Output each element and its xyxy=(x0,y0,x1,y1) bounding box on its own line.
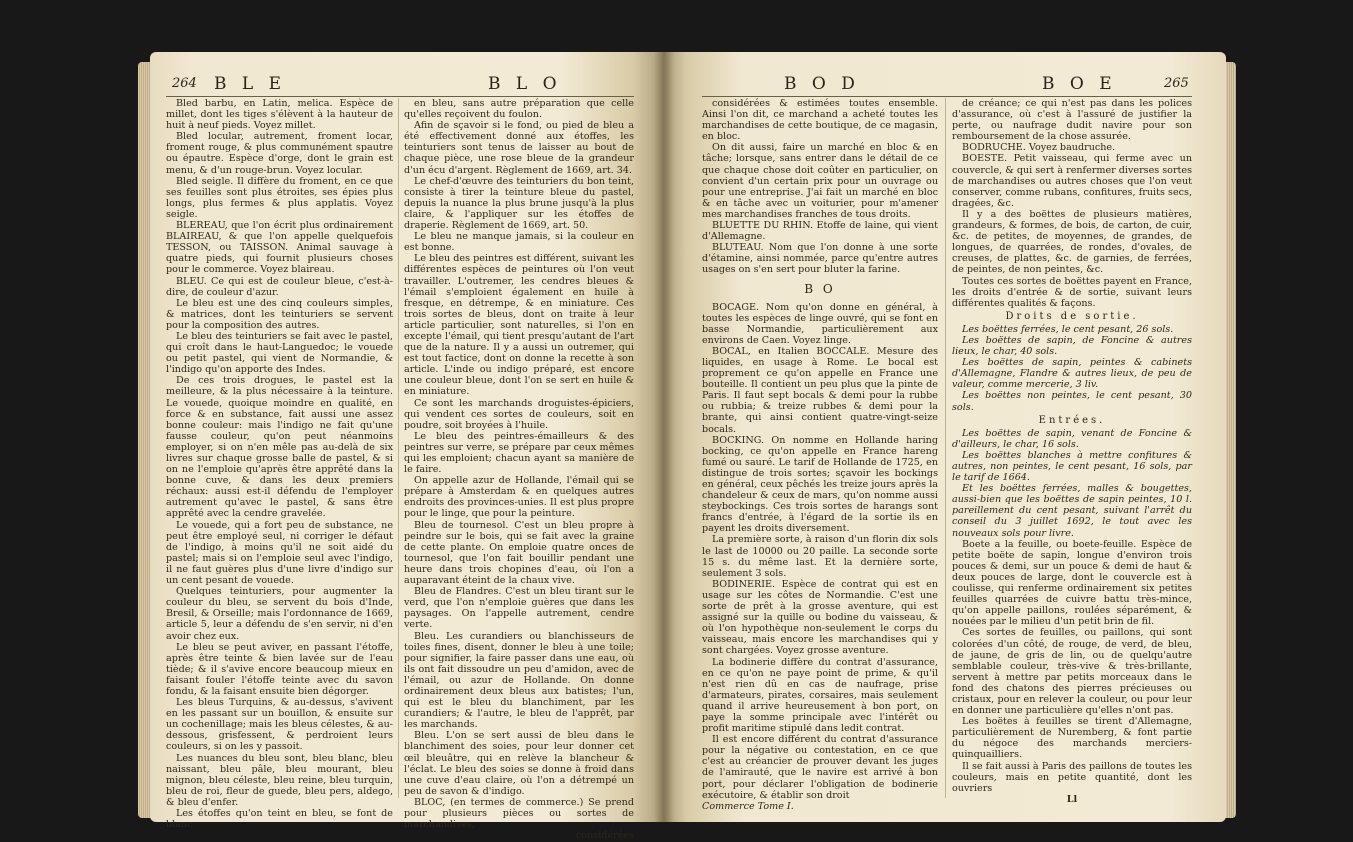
paragraph: Quelques teinturiers, pour augmenter la couleur du bleu, se servent du bois d'Inde, Bresil, & Orseille; mais l'ordonnance de 1669, article 5, leur a défendu de s'en servir, ni d'en avoir chez eux. xyxy=(166,586,393,642)
paragraph: Toutes ces sortes de boëttes payent en France, les droits d'entrée & de sortie, suivant leurs différentes qualités & façons. xyxy=(952,275,1192,309)
paragraph: Le bleu est une des cinq couleurs simples, & matrices, dont les teinturiers se servent pour la composition des autres. xyxy=(166,297,393,331)
paragraph: Le bleu des peintres-émailleurs & des peintres sur verre, se prépare par ceux mêmes qui les emploient; chacun ayant sa manière de le faire. xyxy=(404,430,634,476)
catch-word-right: Ll xyxy=(1066,793,1078,805)
paragraph: De ces trois drogues, le pastel est la meilleure, & la plus nécessaire à la teinture. Le vouede, quoique moindre en qualité, en force & en substance, fait aussi une assez bonne couleur: mais l'indigo ne fait qu'une fausse couleur, qu'on peut néanmoins employer, si on n'en mêle pas au-delà de six livres sur chaque grosse balle de pastel, & si on ne l'emploie qu'après être apprêté dans la bonne cuve, & dans les deux premiers réchaux: aussi est-il défendu de l'employer autrement qu'avec le pastel, & sans être apprêté avec la cendre gravelée. xyxy=(166,375,393,520)
paragraph: Bled locular, autrement, froment locar, froment rouge, & plus communément spautre ou épautre. Espèce d'orge, dont le grain est menu, & d'un rouge-brun. Voyez locular. xyxy=(166,131,393,176)
list-item: Les boëttes non peintes, le cent pesant, 30 sols. xyxy=(952,390,1192,413)
paragraph: Le bleu des teinturiers se fait avec le pastel, qui croît dans le haut-Languedoc; le vouede ou petit pastel, qui vient de Normandie, & l'indigo qu'on apporte des Indes. xyxy=(166,330,393,376)
left-page-column-2 xyxy=(404,98,634,841)
paragraph: BLUTEAU. Nom que l'on donne à une sorte d'étamine, ainsi nommée, parce qu'entre autres usages on s'en sert pour bluter la farine. xyxy=(702,242,938,276)
column-divider-right xyxy=(945,98,946,798)
paragraph: Ces sortes de feuilles, ou paillons, qui sont colorées d'un côté, de rouge, de verd, de bleu, de jaune, de gris de lin, ou de quelqu'autre semblable couleur, très-vive & très-brillante, servent à mettre par petits morceaux dans le fond des chatons des pierres précieuses ou cristaux, pour en relever la couleur, ou pour leur en donner une particulière qu'elles n'ont pas. xyxy=(952,627,1192,717)
subheading-entrees: Entrées. xyxy=(1038,414,1106,426)
paragraph: BLUETTE DU RHIN. Etoffe de laine, qui vient d'Allemagne. xyxy=(702,220,938,243)
paragraph: de créance; ce qui n'est pas dans les polices d'assurance, où c'est à l'assuré de justifier la perte, ou naufrage dudit navire pour son remboursement de la chose assurée. xyxy=(952,98,1192,143)
paragraph: en bleu, sans autre préparation que celle qu'elles reçoivent du foulon. xyxy=(404,98,634,121)
signature-mark: Commerce Tome I. xyxy=(702,800,794,812)
paragraph: On appelle azur de Hollande, l'émail qui se prépare à Amsterdam & en quelques autres endroits des provinces-unies. Il est plus propre pour le linge, que pour la peinture. xyxy=(404,475,634,520)
paragraph: BODRUCHE. Voyez baudruche. xyxy=(962,142,1116,154)
paragraph: Les étoffes qu'on teint en bleu, se font de blanc xyxy=(166,808,393,831)
right-page xyxy=(664,52,1226,822)
paragraph: BOESTE. Petit vaisseau, qui ferme avec un couvercle, & qui sert à renfermer diverses sortes de marchandises ou autres choses que l'on veut conserver, comme rubans, confitures, fruits secs, dragées, &c. xyxy=(952,153,1192,209)
paragraph: Boete a la feuille, ou boete-feuille. Espèce de petite boëte de sapin, longue d'environ trois pouces & demi, sur un pouce & demi de haut & deux pouces de large, dont le couvercle est à coulisse, qui renferme ordinairement six petites feuilles quarrées de cuivre battu très-mince, qu'on appelle paillons, roulées séparément, & nouées par le milieu d'un petit brin de fil. xyxy=(952,538,1192,628)
paragraph: BODINERIE. Espèce de contrat qui est en usage sur les côtes de Normandie. C'est une sorte de prêt à la grosse aventure, qui est assigné sur la quille ou bodine du vaisseau, & où l'on hypothèque non-seulement le corps du vaisseau, mais encore les marchandises qui y sont chargées. Voyez grosse aventure. xyxy=(702,578,938,657)
paragraph: BOCAGE. Nom qu'on donne en général, à toutes les espèces de linge ouvré, qui se font en basse Normandie, particulièrement aux environs de Caen. Voyez linge. xyxy=(702,301,938,346)
paragraph: Le bleu se peut aviver, en passant l'étoffe, après être teinte & bien lavée sur de l'eau tiède; & il s'avive encore beaucoup mieux en faisant fouler l'étoffe teinte avec du savon fondu, & la faisant ensuite bien dégorger. xyxy=(166,641,393,697)
paragraph: Il y a des boëttes de plusieurs matières, grandeurs, & formes, de bois, de carton, de cuir, &c. de petites, de moyennes, de grandes, de longues, de quarrées, de rondes, d'ovales, de creuses, de plattes, &c. de garnies, de ferrées, de peintes, de non peintes, &c. xyxy=(952,208,1192,276)
right-page-column-2 xyxy=(952,98,1192,805)
list-item: Les boëttes ferrées, le cent pesant, 26 sols. xyxy=(962,323,1174,335)
paragraph: Le chef-d'œuvre des teinturiers du bon teint, consiste à tirer la teinture bleue du pastel, depuis la nuance la plus brune jusqu'à la plus claire, & l'appliquer sur les étoffes de draperie. Règlement de 1669, art. 50. xyxy=(404,175,634,232)
paragraph: Bleu. Les curandiers ou blanchisseurs de toiles fines, disent, donner le bleu à une toile; pour signifier, la faire passer dans une eau, où ils ont fait dissoudre un peu d'amidon, avec de l'émail, ou azur de Hollande. On donne ordinairement deux bleus aux batistes; l'un, qui est le bleu du blanchiment, par les curandiers; & l'autre, le bleu de l'apprêt, par les marchands. xyxy=(404,630,634,731)
list-item: Et les boëttes ferrées, malles & bougettes, aussi-bien que les boëttes de sapin peintes, 10 l. pareillement du cent pesant, suivant l'arrêt du conseil du 3 juillet 1692, le tout avec les nouveaux sols pour livre. xyxy=(952,483,1192,539)
paragraph: Bled seigle. Il diffère du froment, en ce que ses feuilles sont plus étroites, ses épies plus longs, plus fermes & plus applatis. Voyez seigle. xyxy=(166,175,393,220)
left-page-column-1 xyxy=(166,98,393,830)
paragraph: Il est encore différent du contrat d'assurance pour la négative ou contestation, en ce que c'est au créancier de prouver devant les juges de l'amirauté, que le navire est arrivé à bon port, pour déclarer l'obligation de bodinerie exécutoire, & établir son droit xyxy=(702,734,938,801)
paragraph: Bleu de tournesol. C'est un bleu propre à peindre sur le bois, qui se fait avec la graine de cette plante. On emploie quatre onces de tournesol, que l'on fait bouillir pendant une heure dans trois chopines d'eau, où l'on a auparavant éteint de la chaux vive. xyxy=(404,519,634,587)
paragraph: Bleu de Flandres. C'est un bleu tirant sur le verd, que l'on n'emploie guères que dans les paysages. On l'appelle autrement, cendre verte. xyxy=(404,586,634,631)
paragraph: Le vouede, qui a fort peu de substance, ne peut être employé seul, ni corriger le défaut de l'indigo, à moins qu'il ne soit aidé du pastel; mais si on l'emploie seul avec l'indigo, il ne faut guères plus d'une livre d'indigo sur un cent pesant de vouede. xyxy=(166,519,393,587)
running-head-right-col1: B O D xyxy=(784,74,860,94)
running-head-right-col2: B O E xyxy=(1042,74,1117,94)
catch-word-left: considérées xyxy=(575,830,634,842)
paragraph: La bodinerie diffère du contrat d'assurance, en ce qu'on ne paye point de prime, & qu'il n'est rien dû en cas de naufrage, prise d'armateurs, pirates, corsaires, mais seulement quand il arrive heureusement à bon port, on paye la somme principale avec l'intérêt ou profit maritime stipulé dans ledit contrat. xyxy=(702,656,938,735)
paragraph: BLEU. Ce qui est de couleur bleue, c'est-à-dire, de couleur d'azur. xyxy=(166,275,393,298)
page-number-left: 264 xyxy=(172,76,197,91)
paragraph: Le bleu ne manque jamais, si la couleur en est bonne. xyxy=(404,231,634,254)
subheading-droits-de-sortie: Droits de sortie. xyxy=(1005,310,1139,322)
paragraph: Le bleu des peintres est différent, suivant les différentes espèces de peintures où l'on veut travailler. L'outremer, les cendres bleues & l'émail s'emploient également en huile à fresque, en détrempe, & en miniature. Ces trois sortes de bleus, dont on traite à leur article particulier, sont naturelles, si l'on en excepte l'émail, qui tient presqu'autant de l'art que de la nature. Il y a aussi un outremer, qui est tout factice, dont on donne la recette à son article. L'inde ou indigo préparé, est encore une couleur bleue, dont l'on se sert en huile & en miniature. xyxy=(404,253,634,398)
list-item: Les boëttes de sapin, de Foncine & autres lieux, le char, 40 sols. xyxy=(952,334,1192,358)
page-number-right: 265 xyxy=(1164,76,1189,91)
right-page-column-1 xyxy=(702,98,938,812)
paragraph: BOCKING. On nomme en Hollande haring bocking, ce qu'on appelle en France hareng fumé ou sauré. Le tarif de Hollande de 1725, en distingue de trois sortes; sçavoir les bockings en général, ceux pêchés les treize jours après la chandeleur & ceux de mars, qu'on nomme aussi steybockings. Ces trois sortes de harangs sont francs d'entrée, à l'égard de la sortie ils en payent les droits diversement. xyxy=(702,434,938,535)
paragraph: considérées & estimées toutes ensemble. Ainsi l'on dit, ce marchand a acheté toutes les marchandises de cette boutique, de ce magasin, en bloc. xyxy=(702,98,938,143)
paragraph: On dit aussi, faire un marché en bloc & en tâche; lorsque, sans entrer dans le détail de ce que chaque chose doit coûter en particulier, on convient d'un certain prix pour un ouvrage ou pour une entreprise. J'ai fait un marché en bloc & en tâche avec un voiturier, pour m'amener mes marchandises franches de tous droits. xyxy=(702,142,938,220)
list-item: Les boëttes de sapin, peintes & cabinets d'Allemagne, Flandre & autres lieux, de peu de valeur, comme mercerie, 3 liv. xyxy=(952,357,1192,391)
paragraph: Les nuances du bleu sont, bleu blanc, bleu naissant, bleu pâle, bleu mourant, bleu mignon, bleu céleste, bleu reine, bleu turquin, bleu de roi, fleur de guede, bleu pers, aldego, & bleu d'enfer. xyxy=(166,752,393,808)
paragraph: Les bleus Turquins, & au-dessus, s'avivent en les passant sur un bouillon, & ensuite sur un cochenillage; mais les bleus célestes, & au-dessous, grisfessent, & perdroient leurs couleurs, si on les y passoit. xyxy=(166,697,393,753)
list-item: Les boëttes blanches à mettre confitures & autres, non peintes, le cent pesant, 16 sols, par le tarif de 1664. xyxy=(952,449,1192,484)
left-page xyxy=(150,52,664,842)
list-item: Les boëttes de sapin, venant de Foncine & d'ailleurs, le char, 16 sols. xyxy=(952,427,1192,450)
paragraph: La première sorte, à raison d'un florin dix sols le last de 10000 ou 20 paille. La seconde sorte 15 s. du même last. Et la dernière sorte, seulement 3 sols. xyxy=(702,534,938,579)
paragraph: BLOC, (en termes de commerce.) Se prend pour plusieurs pièces ou sortes de marchandises, xyxy=(404,796,634,831)
paragraph: BLEREAU, que l'on écrit plus ordinairement BLAIREAU, & que l'on appelle quelquefois TESSON, ou TAISSON. Animal sauvage à quatre pieds, qui fournit plusieurs choses pour le commerce. Voyez blaireau. xyxy=(166,220,393,276)
running-head-left-col1: B L E xyxy=(214,74,286,94)
paragraph: BOCAL, en Italien BOCCALE. Mesure des liquides, en usage à Rome. Le bocal est proprement ce qu'on appelle en France une bouteille. Il contient un peu plus que la pinte de Paris. Il faut sept bocals & demi pour la rubbe ou rubbia; & treize rubbes & demi pour la brante, qui ainsi contient quatre-vingt-seize bocals. xyxy=(702,345,938,435)
header-rule-left xyxy=(166,96,634,97)
paragraph: Ce sont les marchands droguistes-épiciers, qui vendent ces sortes de couleurs, soit en poudre, soit broyées à l'huile. xyxy=(404,397,634,431)
paragraph: Afin de sçavoir si le fond, ou pied de bleu a été effectivement donné aux étoffes, les teinturiers sont tenus de laisser au bout de chaque pièce, une rose bleue de la grandeur d'un écu d'argent. Règlement de 1669, art. 34. xyxy=(404,120,634,176)
column-divider-left xyxy=(398,98,399,798)
paragraph: Bled barbu, en Latin, melica. Espèce de millet, dont les tiges s'élèvent à la hauteur de huit à neuf pieds. Voyez millet. xyxy=(166,98,393,132)
paragraph: Les boëtes à feuilles se tirent d'Allemagne, particulièrement de Nuremberg, & font partie du négoce des marchands merciers-quinquailliers. xyxy=(952,716,1192,761)
running-head-left-col2: B L O xyxy=(488,74,562,94)
header-rule-right xyxy=(702,96,1192,97)
gutter-shadow xyxy=(654,52,674,822)
paragraph: Il se fait aussi à Paris des paillons de toutes les couleurs, mais en petite quantité, dont les ouvriers xyxy=(952,760,1192,794)
paragraph: Bleu. L'on se sert aussi de bleu dans le blanchiment des soies, pour leur donner cet œil bleuâtre, qui en relève la blancheur & l'éclat. Le bleu des soies se donne à froid dans une cuve d'eau claire, où l'on a détrempé un peu de savon & d'indigo. xyxy=(404,730,634,797)
section-heading-bo: B O xyxy=(804,281,836,296)
